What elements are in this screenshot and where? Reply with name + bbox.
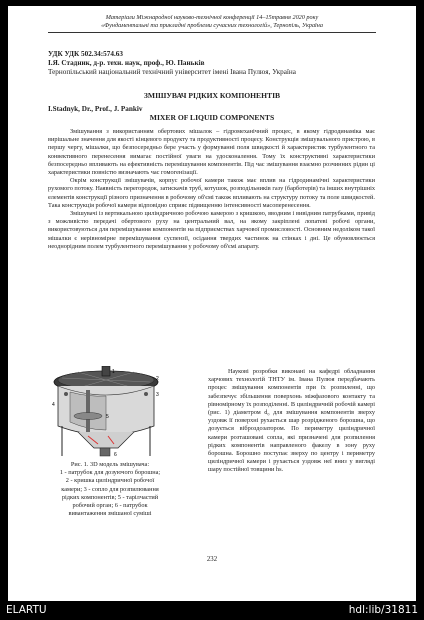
mixer-3d-figure — [48, 366, 172, 458]
figure-label-6: 6 — [114, 452, 117, 458]
figure-label-1: 1 — [112, 369, 115, 375]
figure-label-2: 2 — [156, 376, 159, 382]
caption-line: 1 - патрубок для дозуючого борошна; — [59, 469, 161, 477]
viewer-footer — [0, 601, 424, 620]
caption-line: 2 - кришка циліндричної робочої — [65, 477, 155, 485]
conference-header-line-1: Матеріали Міжнародної науково-технічної конференції 14–15травня 2020 року — [105, 14, 319, 21]
figure-label-5: 5 — [106, 414, 109, 420]
caption-line: рідких компонентів; 5 - тарілчастий — [61, 493, 159, 501]
authors-en: I.Stadnyk, Dr., Prof., J. Pankiv — [48, 105, 143, 113]
figure-label-3: 3 — [156, 392, 159, 398]
article-body — [48, 128, 375, 251]
header-rule — [48, 32, 376, 33]
caption-line: вивантаження змішаної суміші — [68, 510, 152, 518]
authors-ua: І.Я. Стадник, д-р. техн. наук, проф., Ю. Паньків — [48, 59, 205, 67]
udk-code: УДК УДК 502.34:574.63 — [48, 50, 123, 58]
mixer-3d-model-image — [48, 366, 172, 458]
repository-name: ELARTU — [6, 604, 47, 616]
right-column-text — [208, 368, 375, 475]
paragraph-1: Змішування з використанням обертових мішалок – гідромеханічний процес, в якому гідродинаміка має вирішальне значення для якості кінцевого продукту та продуктивності процесу. Конструкція змішувального пристрою, в першу чергу, мішалки, що безпосередньо бере участь у формуванні поля швидкості й характеристик турбулентного та конвективного перенесення вимагає постійної уваги на удосконалення. Тому їх конструктивні характеристики безпосередньо впливають на ефективність перемішування компонентів. Під час змішування взаємно розчинних рідин ці характеристики повністю визначають час гомогенізації. — [48, 128, 375, 177]
page-number: 232 — [206, 556, 218, 563]
title-en: MIXER OF LIQUID COMPONENTS — [149, 113, 275, 122]
figure-caption — [34, 461, 186, 518]
title-ua: ЗМІШУВАЧ РІДКИХ КОМПОНЕНТІВ — [143, 91, 281, 100]
paragraph-2: Окрім конструкції змішувачів, корпус робочої камери також має вплив на гідродинамічні характеристики рухомого потоку. Наявність перегородок, затискачів труб, котушок, розподільників газу (барботерів) та інших внутрішніх елементів конструкції різного призначення в робочому об'ємі також впливають на структуру потоку та поле швидкостей. Така конструкція робочої камери відповідно сприяє підвищенню інтенсивності масоперенесення. — [48, 177, 375, 209]
handle-id: hdl:lib/31811 — [348, 604, 418, 616]
paper-page — [8, 6, 416, 601]
caption-line: робочий орган; 6 - патрубок — [72, 502, 148, 510]
figure-label-4: 4 — [52, 402, 55, 408]
conference-header-line-2: «Фундаментальні та прикладні проблеми сучасних технологій», Тернопіль, Україна — [101, 22, 323, 29]
conference-header — [48, 14, 376, 30]
caption-line: Рис. 1. 3D модель змішувача: — [70, 461, 150, 468]
institution: Тернопільський національний технічний університет імені Івана Пулюя, Україна — [48, 68, 296, 76]
right-paragraph: Наукові розробки виконані на кафедрі обладнання харчових технологій ТНТУ ім. Івана Пулюя передбачають процес змішування компонентів при їх розпиленні, що забезпечує збільшення поверхонь міжфазового контакту та рівномірному їх розподіленні. В циліндричній робочій камері (рис. 1) діаметром d₀ для змішування компонентів зверху уздовж її поверхні рухається шар розрідженого борошна, що дозується віброздозатором. По периметру циліндричної камери розташовані сопла, які призначені для розпилення рідких компонентів направленого факелу в зону руху борошна. Борошно поступає зверху по центру і периметру циліндричної камери і рухається уздовж неї вниз у вигляді шару постійної товщини hs. — [208, 368, 375, 474]
paragraph-3: Змішувачі із вертикальною циліндричною робочою камерою з кришкою, вводним і вивідним патрубками, привід з можливістю передачі обертового руху на центральний вал, на якому закріплені лопатеві робочі органи, використовуються для перемішування компонентів на підприємствах харчової промисловості. Основним недоліком такої мішалки є нерівномірне перемішування суспензії, осідання твердих частинок на стінках і дні. Це обумовлюється неоднорідним полем турбулентного перемішування у робочому об'ємі апарату. — [48, 210, 375, 250]
caption-line: камери; 3 - сопло для розпилювання — [61, 485, 159, 493]
